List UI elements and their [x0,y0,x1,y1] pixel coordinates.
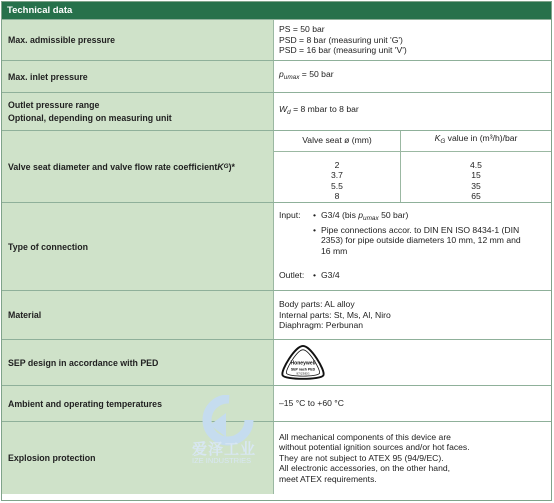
kg-subscript: G [440,138,446,145]
value-text: = 8 mbar to 8 bar [290,104,359,115]
value-text: = 50 bar [299,69,334,80]
row-label: Explosion protection [2,422,274,494]
label-text: Valve seat diameter and valve flow rate coefficient [8,161,218,172]
row-explosion-protection [2,421,551,494]
value-line: PSD = 8 bar (measuring unit 'G') [279,34,403,45]
symbol: p [279,69,284,80]
seat-cell: 5.5 [331,180,343,191]
row-value [274,20,551,60]
valve-seat-table [274,131,551,202]
row-value: Input: • G3/4 (bis $p_{umax}$ 50 bar) • Pipe connections accor. to DIN EN ISO 8434-1 (DIN 2353) for pipe outside diameters 10 mm, 12 mm and 16 mm Outlet: • G3/4 [274,203,551,290]
seal-brand: Honeywell [290,360,316,367]
row-label: SEP design in accordance with PED [2,340,274,385]
column-header-kg [401,131,552,151]
seat-cell: 8 [334,191,340,202]
kg-unit: value in (m³/h)/bar [445,133,518,143]
row-value [274,340,551,385]
row-value [274,386,551,421]
value-line: meet ATEX requirements. [279,473,377,484]
row-label: Type of connection [2,203,274,290]
row-valve-seat [2,130,551,202]
row-label: Max. admissible pressure [2,20,274,60]
input-1-text: G3/4 (bis [321,210,359,220]
technical-data-table [1,1,552,501]
symbol-subscript: d [287,109,291,117]
row-temperatures [2,385,551,421]
kg-cell: 35 [401,181,552,192]
row-label [2,93,274,130]
value-line: Internal parts: St, Ms, Al, Niro [279,309,391,320]
row-label [2,131,274,202]
row-material [2,290,551,339]
seat-cell: 2 [334,159,340,170]
seal-text: SEP nach PED [290,367,316,372]
row-max-inlet-pressure [2,60,551,92]
seal-code: 97/23/EG [296,371,310,376]
row-sep-design [2,339,551,385]
label-line: Optional, depending on measuring unit [8,113,172,123]
table-row [274,151,551,170]
value-line: All electronic accessories, on the other hand, [279,463,451,474]
row-type-of-connection [2,202,551,290]
column-header-seat: Valve seat ø (mm) [274,131,401,151]
row-value [274,61,551,92]
label-symbol: K [217,161,224,172]
row-value [274,93,551,130]
row-outlet-pressure-range [2,92,551,130]
label-symbol-subscript: G [223,163,229,170]
kg-cell: 65 [401,191,552,202]
outlet-label: Outlet: [279,270,305,281]
symbol-subscript: umax [363,215,379,222]
row-label: Max. inlet pressure [2,61,274,92]
value-line: without potential ignition sources and/or hot faces. [279,442,470,453]
watermark-sub: IZE INDUSTRIES [192,456,252,465]
row-value [274,131,551,202]
seat-cell: 3.7 [331,170,343,181]
watermark-name: 爱泽工业 [192,441,257,458]
row-max-admissible-pressure [2,19,551,60]
value-line: Body parts: AL alloy [279,299,355,310]
symbol: W [279,104,288,115]
value-text: –15 °C to +60 °C [279,398,344,409]
row-label: Ambient and operating temperatures [2,386,274,421]
kg-symbol: K [434,133,441,143]
value-line: PS = 50 bar [279,24,325,35]
value-line: PSD = 16 bar (measuring unit 'V') [279,45,407,56]
table-row [274,191,551,202]
outlet-value: G3/4 [321,270,340,281]
symbol: p [358,210,364,220]
input-1-suffix: 50 bar) [378,210,409,220]
label-suffix: )* [228,161,235,172]
kg-cell: 15 [401,170,552,181]
value-line: Diaphragm: Perbunan [279,320,364,331]
row-value [274,422,551,494]
row-value [274,291,551,339]
table-row [274,170,551,181]
symbol-subscript: umax [283,74,300,82]
label-line: Outlet pressure range [8,100,100,110]
kg-cell: 4.5 [401,151,552,170]
table-header: Technical data [2,2,551,19]
input-label: Input: [279,210,301,220]
honeywell-sep-seal [277,343,329,382]
value-line: All mechanical components of this device are [279,431,451,442]
row-label: Material [2,291,274,339]
table-row [274,181,551,192]
input-2-text: Pipe connections accor. to DIN EN ISO 8434-1 (DIN 2353) for pipe outside diameters 10 mm, 12 mm and 16 mm [321,224,521,256]
value-line: They are not subject to ATEX 95 (94/9/EC). [279,452,444,463]
